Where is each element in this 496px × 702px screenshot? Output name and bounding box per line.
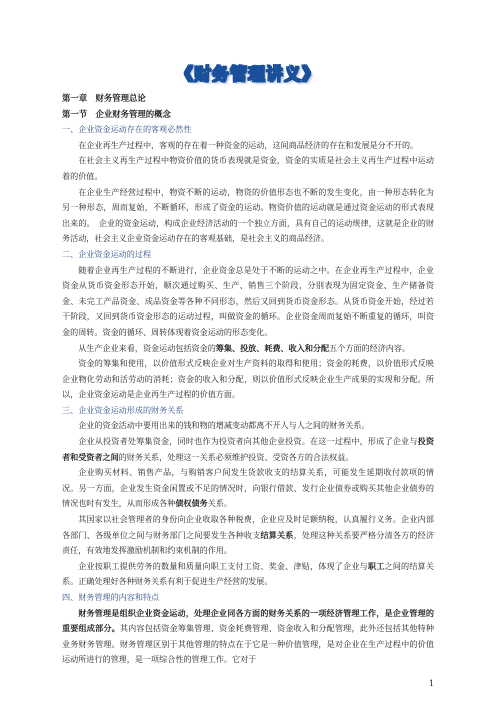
paragraph: 企业的资金活动中要用出来的钱和物的增减变动都离不开人与人之间的财务关系。 [78,420,370,431]
text: 其国家以社会管理者的身份向企业收取各种税费，企业应及时足额纳税，认真履行义务。企业内部各部门、各级单位之间与财务部门之间要发生各种收支 [62,514,434,540]
text: 企业从投资者处筹集资金，同时也作为投资者向其他企业投资。在这一过程中，形成了企业与 [78,436,418,447]
bold-text: 职工 [367,560,385,571]
bold-text: 债权债务 [175,498,208,509]
paragraph [62,512,434,559]
bold-text: 财务管理是组织企业资金运动，处理企业同各方面的财务关系的一项经济管理工作，是企业管理的重要组成部分。 [62,607,434,634]
paragraph [62,559,434,590]
paragraph: 在企业生产经营过程中，物资不断的运动，物资的价值形态也不断的发生变化，由一种形态转化为另一种形态，周而复始，不断循环，形成了资金的运动。物资价值的运动就是通过资金运动的形式表现出来的。 企业的资金运动，构成企业经济活动的一个独立方面，具有自己的运动规律，这就是企业的财务活动，社会主义企业资金运动存在的客观基础，是社会主义的商品经济。 [62,186,434,244]
text: 企业购买材料、销售产品，与购销客户间发生货款收支的结算关系，可能发生延期收付款项的情况。另一方面，企业发生资金闲置或不足的情况时，向银行借款、发行企业债券或购买其他企业债券的情况也时有发生，从而形成各种 [62,467,434,509]
paragraph [62,606,434,668]
text: 之间的结算关系。正确处理好各种财务关系有利于促进生产经营的发展。 [62,560,434,587]
text: 关系。 [207,498,233,509]
page-number: 1 [428,679,434,688]
paragraph [62,434,434,465]
bold-text: 结算关系 [260,529,294,540]
bold-text: 投资者和受资者之间 [62,436,434,462]
section-heading: 第一节 企业财务管理的概念 [62,108,171,119]
subheading-4: 四、财务管理的内容和特点 [62,592,160,602]
subheading-3: 三、企业资金运动形成的财务关系 [62,404,184,415]
document-title: 《财务管理讲义》 [176,65,320,85]
paragraph [62,465,434,512]
bold-text: 筹集、投放、耗费、收入和分配 [215,342,330,353]
subheading-2: 二、企业资金运动的过程 [62,248,152,259]
text: 从生产企业来看，资金运动包括资金的 [78,342,216,353]
subheading-1: 一、企业资金运动存在的客观必然性 [62,124,192,135]
text: 的财务关系，处理这一关系必须维护投资、受资各方的合法权益。 [118,451,354,462]
paragraph: 资金的筹集和使用，以价值形式反映企业对生产资料的取得和使用；资金的耗费，以价值形式反映企业物化劳动和活劳动的消耗；资金的收入和分配，则以价值形式反映企业生产成果的实现和分配。所以，企业资金运动是企业再生产过程的价值方面。 [62,358,434,400]
text: 企业按职工提供劳务的数量和质量向职工支付工资、奖金、津贴，体现了企业与 [78,560,368,571]
chapter-heading: 第一章 财务管理总论 [62,93,146,103]
paragraph: 在企业再生产过程中，客观的存在着一种资金的运动，这间商品经济的存在和发展是分不开的。 [78,139,419,150]
paragraph [62,341,434,357]
document-body [62,91,434,668]
text: ，处理这种关系要严格分清各方的经济责任，有效地发挥激励机制和约束机制的作用。 [62,529,434,556]
paragraph: 随着企业再生产过程的不断进行，企业资金总是处于不断的运动之中。在企业再生产过程中，企业资金从货币资金形态开始，顺次通过购买、生产、销售三个阶段，分别表现为固定资金、生产储备资金、未完工产品资金、成品资金等各种不同形态，然后又回到货币资金形态。从货币资金开始，经过若干阶段，又回到货币资金形态的运动过程，叫做资金的循环。企业资金周而复始不断重复的循环，叫资金的周转。资金的循环、周转体现着资金运动的形态变化。 [62,264,434,337]
text: 五个方面的经济内容。 [329,342,411,353]
text: 其内容包括资金筹集管理、资金耗费管理、资金收入和分配管理，此外还包括其他特种业务财务管理。财务管理区别于其他管理的特点在于它是一种价值管理，是对企业在生产过程中的价值运动所进行的管理，是一项综合性的管理工作。它对于 [62,623,434,665]
paragraph: 在社会主义再生产过程中物资价值的货币表现就是资金，资金的实质是社会主义再生产过程中运动着的价值。 [62,155,434,181]
